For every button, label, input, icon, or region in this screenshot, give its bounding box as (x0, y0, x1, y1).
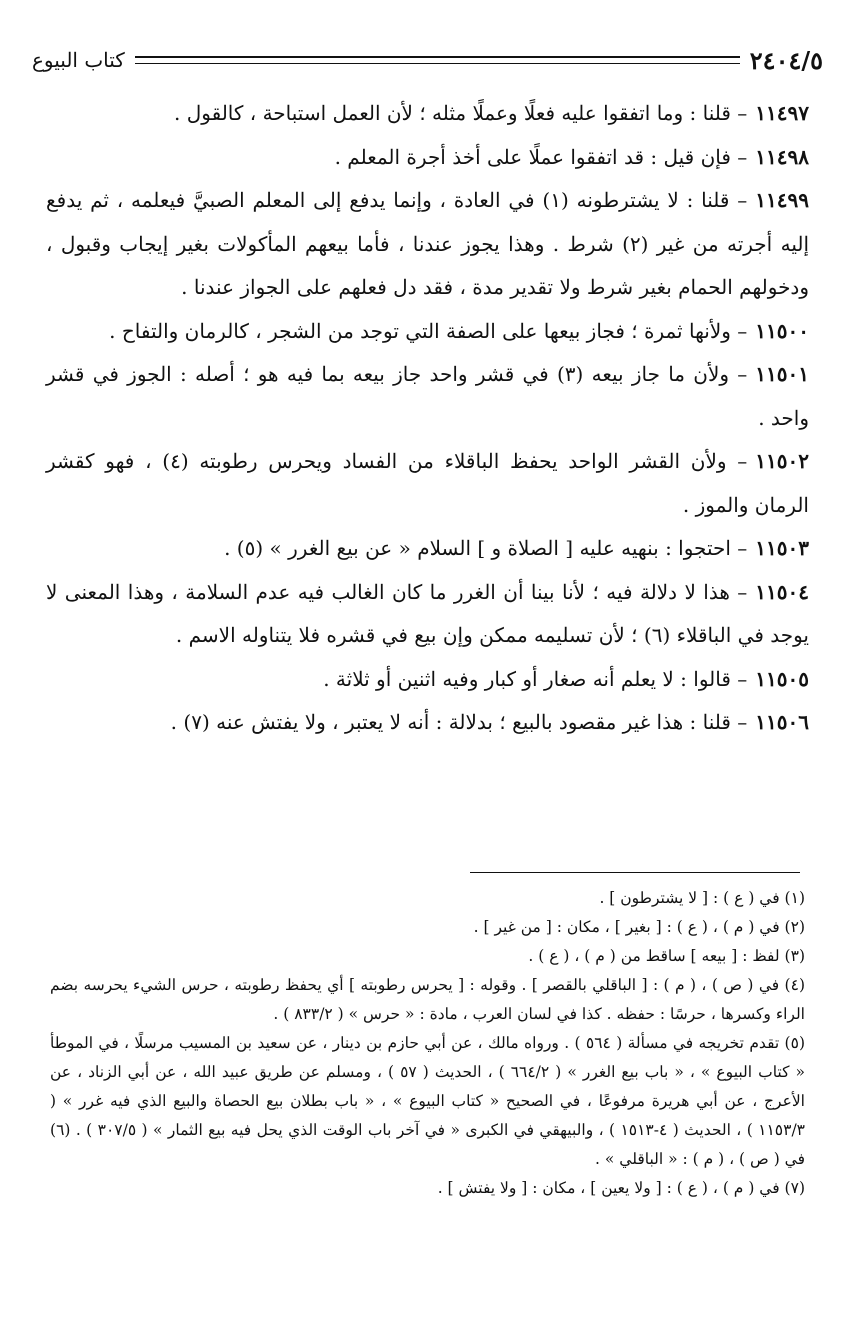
paragraph-number: ١١٥٠٥ (755, 666, 809, 691)
paragraph (46, 136, 809, 180)
paragraph-text: – ولأن القشر الواحد يحفظ الباقلاء من الفساد ويحرس رطوبته (٤) ، فهو كقشر الرمان والموز . (46, 449, 809, 517)
paragraph (46, 701, 809, 745)
footnote: (٧) في ( م ) ، ( ع ) : [ ولا يعين ] ، مكان : [ ولا يفتش ] . (437, 1179, 805, 1197)
paragraph-text: – قلنا : وما اتفقوا عليه فعلًا وعملًا مثله ؛ لأن العمل استباحة ، كالقول . (174, 101, 748, 125)
main-text (46, 92, 809, 745)
paragraph (46, 92, 809, 136)
paragraph-text: – قلنا : هذا غير مقصود بالبيع ؛ بدلالة : أنه لا يعتبر ، ولا يفتش عنه (٧) . (170, 710, 748, 734)
paragraph (46, 310, 809, 354)
paragraph-number: ١١٤٩٩ (755, 188, 810, 212)
paragraph (46, 440, 809, 527)
paragraph-text: – قلنا : لا يشترطونه (١) في العادة ، وإنما يدفع إلى المعلم الصبيَّ فيعلمه ، ثم يدفع إليه أجرته من غير (٢) شرط . وهذا يجوز عندنا ، فأما بيعهم المأكولات بغير إيجاب وقبول ، ودخولهم الحمام بغير شرط ولا تقدير مدة ، فقد دل فعلهم على الجواز عندنا . (46, 188, 809, 299)
footnote: (١) في ( ع ) : [ لا يشترطون ] . (599, 889, 805, 907)
page-header (32, 40, 823, 80)
paragraph-number: ١١٥٠٦ (755, 710, 809, 734)
paragraph (46, 658, 809, 702)
paragraph-number: ١١٥٠٤ (755, 579, 809, 604)
paragraph-number: ١١٤٩٨ (755, 144, 809, 169)
footnote: (٣) لفظ : [ بيعه ] ساقط من ( م ) ، ( ع ) . (528, 947, 805, 965)
footnote-divider (470, 872, 800, 873)
header-rule (135, 56, 740, 64)
paragraph (46, 353, 809, 440)
paragraph-text: – قالوا : لا يعلم أنه صغار أو كبار وفيه اثنين أو ثلاثة . (323, 666, 748, 691)
paragraph-text: – هذا لا دلالة فيه ؛ لأنا بينا أن الغرر ما كان الغالب فيه عدم السلامة ، وهذا المعنى لا يوجد في الباقلاء (٦) ؛ لأن تسليمه ممكن وإن بيع في قشره فلا يتناوله الاسم . (46, 579, 809, 647)
paragraph-number: ١١٥٠٣ (755, 536, 809, 560)
paragraph (46, 571, 809, 658)
book-title: كتاب البيوع (32, 48, 125, 72)
paragraph (46, 527, 809, 571)
paragraph-number: ١١٥٠٢ (755, 449, 809, 473)
paragraph-text: – احتجوا : بنهيه عليه [ الصلاة و ] السلام « عن بيع الغرر » (٥) . (224, 536, 748, 560)
paragraph (46, 179, 809, 310)
paragraph-number: ١١٥٠٠ (755, 318, 809, 343)
footnote: (٢) في ( م ) ، ( ع ) : [ بغير ] ، مكان : [ من غير ] . (473, 918, 805, 936)
footnotes (50, 884, 805, 1203)
paragraph-number: ١١٤٩٧ (755, 101, 809, 125)
paragraph-text: – ولأنها ثمرة ؛ فجاز بيعها على الصفة التي توجد من الشجر ، كالرمان والتفاح . (109, 318, 748, 343)
paragraph-text: – ولأن ما جاز بيعه (٣) في قشر واحد جاز بيعه بما فيه هو ؛ أصله : الجوز في قشر واحد . (46, 362, 809, 430)
footnote: (٤) في ( ص ) ، ( م ) : [ الباقلي بالقصر ] . وقوله : [ يحرس رطوبته ] أي يحفظ رطوبته ، حرس الشيء يحرسه بضم الراء وكسرها ، حرسًا : حفظه . كذا في لسان العرب ، مادة : « حرس » ( ٨٣٣/٢ ) . (50, 976, 805, 1023)
paragraph-number: ١١٥٠١ (755, 362, 809, 386)
paragraph-text: – فإن قيل : قد اتفقوا عملًا على أخذ أجرة المعلم . (334, 144, 748, 169)
page-number: ٢٤٠٤/٥ (749, 45, 823, 75)
footnote: (٥) تقدم تخريجه في مسألة ( ٥٦٤ ) . ورواه مالك ، عن أبي حازم بن دينار ، عن سعيد بن المسيب مرسلًا ، في الموطأ « كتاب البيوع » ، « باب بيع الغرر » ( ٦٦٤/٢ ) ، الحديث ( ٥٧ ) ، ومسلم عن طريق عبيد الله ، عن أبي الزناد ، عن الأعرج ، عن أبي هريرة مرفوعًا ، في الصحيح « كتاب البيوع » ، « باب بطلان بيع الحصاة والبيع الذي فيه غرر » ( ١١٥٣/٣ ) ، الحديث ( ٤-١٥١٣ ) ، والبيهقي في الكبرى « في آخر باب الوقت الذي يحل فيه بيع الثمار » ( ٣٠٧/٥ ) . (٦) في ( ص ) ، ( م ) : « الباقلي » . (50, 1034, 805, 1168)
